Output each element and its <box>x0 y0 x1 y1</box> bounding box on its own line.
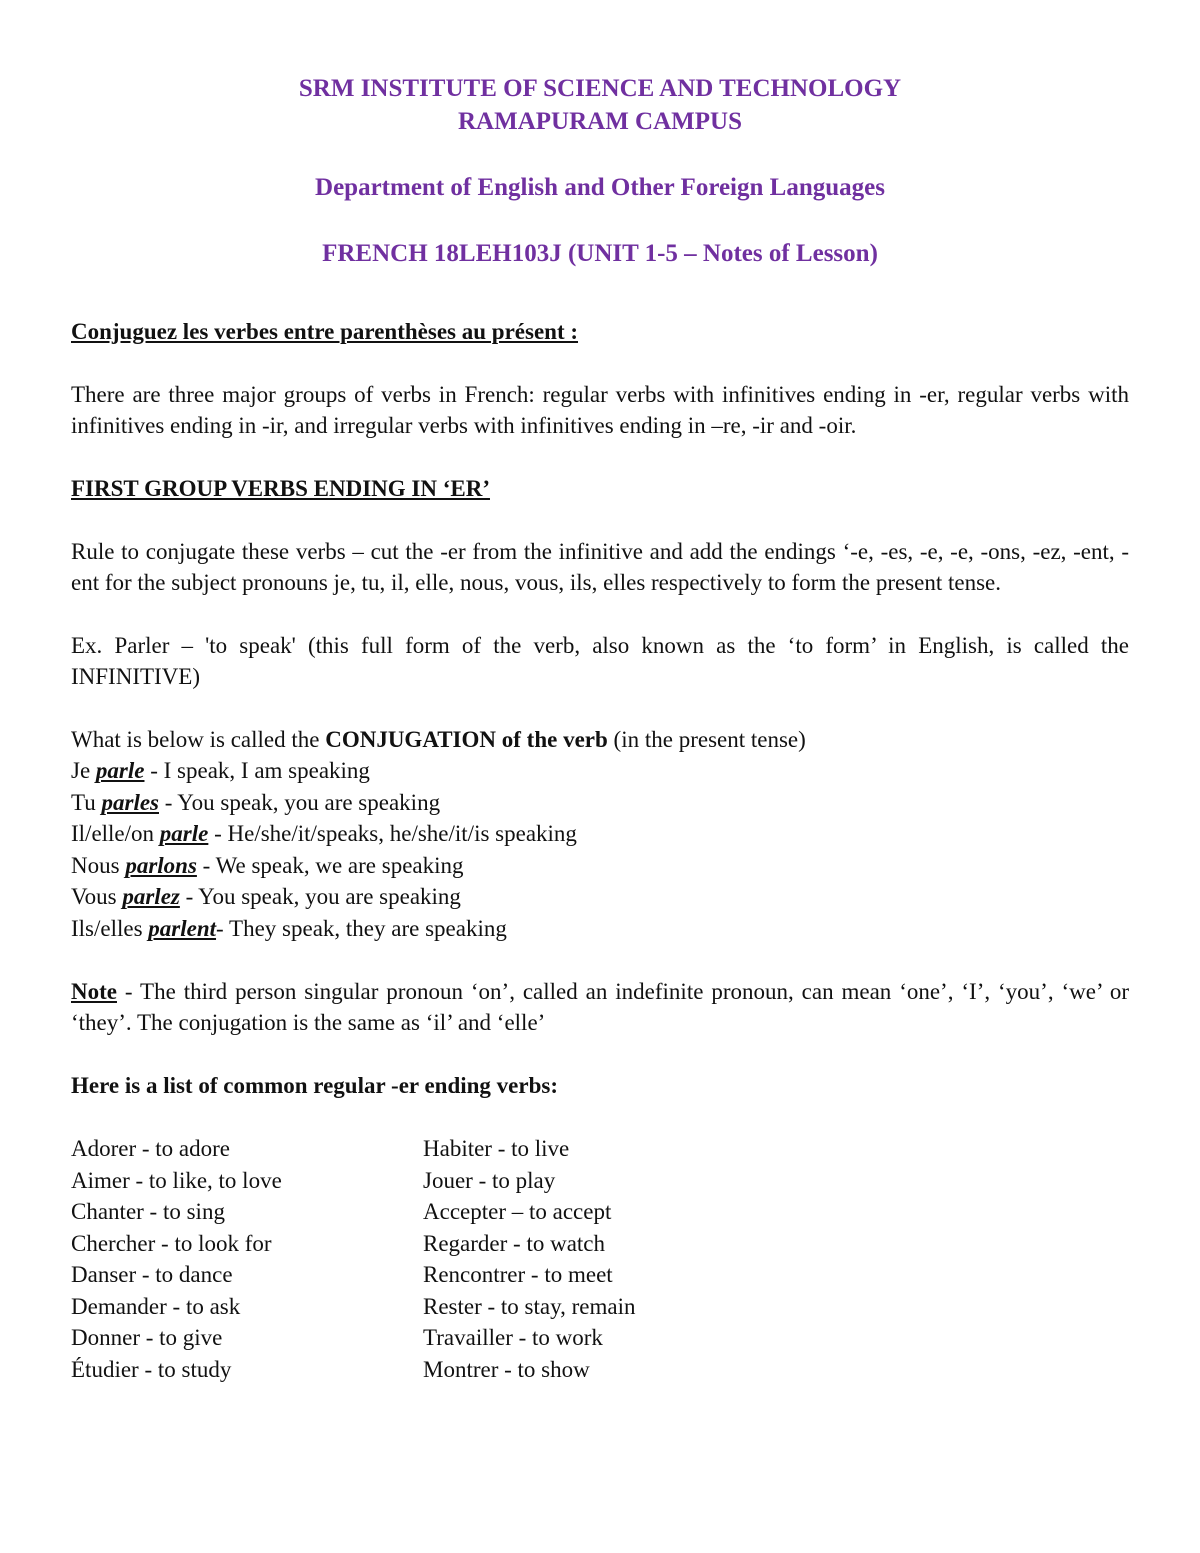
rule-paragraph: Rule to conjugate these verbs – cut the -er from the infinitive and add the endings ‘-e, -es, -e, -e, -ons, -ez, -ent, -ent for the subject pronouns je, tu, il, elle, nous, vous, ils, elles respectively to form the present tense. <box>71 539 1129 595</box>
verb-item: Rester - to stay, remain <box>423 1293 636 1319</box>
verb-form: parle <box>159 821 209 846</box>
conjugation-list <box>71 755 1129 944</box>
verb-column-right <box>423 1133 635 1385</box>
verb-form: parlent <box>148 915 217 941</box>
verb-item: Travailler - to work <box>423 1325 603 1350</box>
verb-item: Adorer - to adore <box>71 1136 231 1161</box>
conjugation-row <box>71 881 1129 913</box>
pronoun: Ils/elles <box>71 915 149 941</box>
pronoun: Nous <box>71 852 126 878</box>
conjugation-intro-bold: CONJUGATION of the verb <box>325 727 608 752</box>
meaning: - They speak, they are speaking <box>216 915 507 941</box>
verb-list-heading: Here is a list of common regular -er ending verbs: <box>71 1073 558 1098</box>
meaning: - I speak, I am speaking <box>144 758 370 783</box>
verb-form: parlons <box>125 852 197 878</box>
pronoun: Tu <box>71 789 102 815</box>
verb-item: Donner - to give <box>71 1325 223 1350</box>
conjugation-row <box>71 755 1129 787</box>
meaning: - We speak, we are speaking <box>196 852 464 878</box>
department-title: Department of English and Other Foreign Languages <box>315 174 885 201</box>
campus-title: RAMAPURAM CAMPUS <box>458 108 742 135</box>
verb-item: Chercher - to look for <box>71 1230 272 1256</box>
course-title: FRENCH 18LEH103J (UNIT 1-5 – Notes of Lesson) <box>322 240 878 267</box>
verb-item: Danser - to dance <box>71 1262 233 1287</box>
verb-item: Regarder - to watch <box>423 1230 606 1256</box>
verb-item: Aimer - to like, to love <box>71 1167 282 1193</box>
verb-item: Jouer - to play <box>423 1167 556 1193</box>
intro-heading: Conjuguez les verbes entre parenthèses au présent : <box>71 319 579 344</box>
meaning: - You speak, you are speaking <box>179 884 461 909</box>
pronoun: Vous <box>71 884 123 909</box>
verb-item: Demander - to ask <box>71 1293 241 1319</box>
verb-form: parles <box>101 789 159 815</box>
conjugation-row <box>71 850 1129 882</box>
note-paragraph <box>71 976 1129 1038</box>
first-group-heading: FIRST GROUP VERBS ENDING IN ‘ER’ <box>71 476 490 501</box>
verb-item: Habiter - to live <box>423 1136 570 1161</box>
verb-item: Chanter - to sing <box>71 1199 225 1224</box>
example-paragraph: Ex. Parler – 'to speak' (this full form of the verb, also known as the ‘to form’ in English, is called the INFINITIVE) <box>71 633 1129 689</box>
verb-item: Montrer - to show <box>423 1356 590 1382</box>
meaning: - He/she/it/speaks, he/she/it/is speaking <box>208 821 577 846</box>
conjugation-row <box>71 787 1129 819</box>
verb-column-left <box>71 1133 423 1385</box>
note-label: Note <box>71 979 117 1004</box>
verb-item: Accepter – to accept <box>423 1199 612 1224</box>
conjugation-intro-text: What is below is called the <box>71 727 326 752</box>
note-text: - The third person singular pronoun ‘on’, called an indefinite pronoun, can mean ‘one’, ‘I’, ‘you’, ‘we’ or ‘they’. The conjugation is the same as ‘il’ and ‘elle’ <box>71 979 1129 1035</box>
verb-form: parle <box>95 758 145 783</box>
verb-form: parlez <box>122 884 180 909</box>
verb-item: Rencontrer - to meet <box>423 1262 613 1287</box>
institute-title: SRM INSTITUTE OF SCIENCE AND TECHNOLOGY <box>298 75 902 102</box>
conjugation-intro-tail: (in the present tense) <box>607 727 806 752</box>
pronoun: Je <box>71 758 96 783</box>
intro-paragraph: There are three major groups of verbs in French: regular verbs with infinitives ending in -er, regular verbs with infinitives ending in -ir, and irregular verbs with infinitives ending in –re, -ir and -oir. <box>71 382 1129 438</box>
verb-vocabulary-list <box>71 1133 1129 1385</box>
meaning: - You speak, you are speaking <box>159 789 441 815</box>
pronoun: Il/elle/on <box>71 821 160 846</box>
conjugation-row <box>71 913 1129 945</box>
conjugation-row <box>71 818 1129 850</box>
conjugation-intro <box>71 724 1129 755</box>
verb-item: Étudier - to study <box>71 1356 232 1382</box>
